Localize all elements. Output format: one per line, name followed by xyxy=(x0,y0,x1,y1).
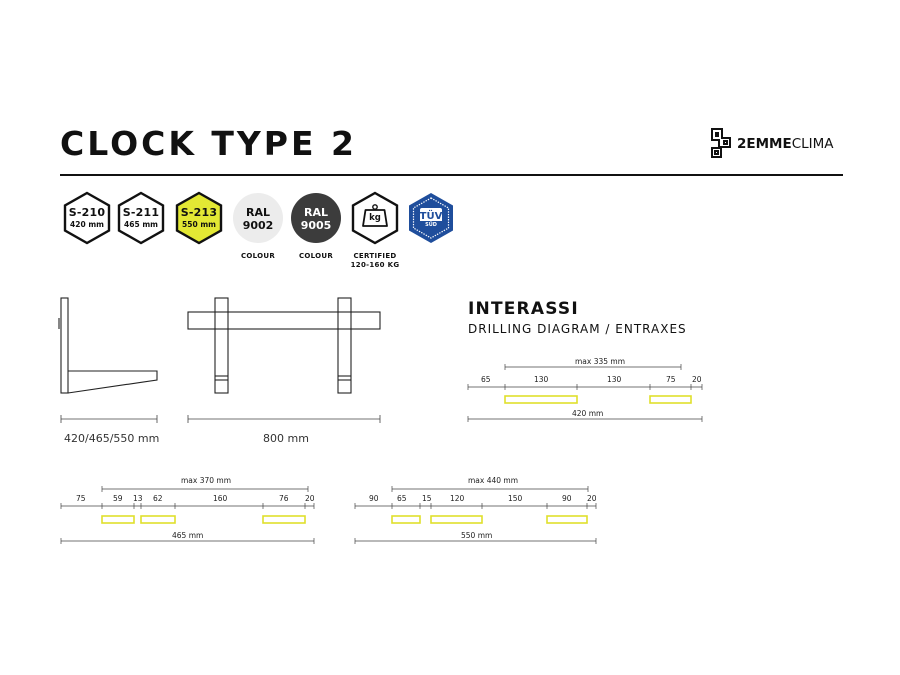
segment-label: 65 xyxy=(397,494,407,503)
product-badge-s213: S-213 550 mm xyxy=(174,191,224,245)
weight-caption: CERTIFIED 120-160 KG xyxy=(350,252,400,269)
product-badge-s211: S-211 465 mm xyxy=(116,191,166,245)
interassi-subtitle: DRILLING DIAGRAM / ENTRAXES xyxy=(468,322,687,336)
front-view-drawing xyxy=(182,294,387,424)
colour-caption: COLOUR xyxy=(298,252,334,260)
segment-label: 75 xyxy=(666,375,676,384)
page-title: CLOCK TYPE 2 xyxy=(60,124,357,163)
slot-marker xyxy=(431,516,482,523)
max-label: max 370 mm xyxy=(181,476,232,485)
weight-badge: kg xyxy=(350,191,400,245)
interassi-title: INTERASSI xyxy=(468,299,579,319)
colour-caption: COLOUR xyxy=(240,252,276,260)
slot-marker xyxy=(263,516,305,523)
segment-label: 13 xyxy=(133,494,143,503)
slot-marker xyxy=(392,516,420,523)
side-view-drawing xyxy=(55,294,165,424)
front-view-width-label: 800 mm xyxy=(263,432,309,445)
segment-label: 62 xyxy=(153,494,163,503)
side-view-width-label: 420/465/550 mm xyxy=(64,432,160,445)
segment-label: 20 xyxy=(587,494,597,503)
segment-label: 150 xyxy=(508,494,523,503)
colour-swatch-ral9002: RAL 9002 xyxy=(233,193,283,243)
brand-name: 2EMMECLIMA xyxy=(737,136,834,152)
segment-label: 160 xyxy=(213,494,228,503)
segment-label: 20 xyxy=(305,494,315,503)
max-label: max 440 mm xyxy=(468,476,519,485)
slot-marker xyxy=(141,516,175,523)
total-label: 420 mm xyxy=(572,409,604,418)
segment-label: 20 xyxy=(692,375,702,384)
segment-label: 76 xyxy=(279,494,289,503)
segment-label: 130 xyxy=(534,375,549,384)
colour-swatch-ral9005: RAL 9005 xyxy=(291,193,341,243)
slot-marker xyxy=(547,516,587,523)
segment-label: 120 xyxy=(450,494,465,503)
segment-label: 90 xyxy=(369,494,379,503)
segment-label: 15 xyxy=(422,494,432,503)
segment-label: 59 xyxy=(113,494,123,503)
total-label: 465 mm xyxy=(172,531,204,540)
slot-marker xyxy=(102,516,134,523)
segment-label: 130 xyxy=(607,375,622,384)
header-divider xyxy=(60,174,843,176)
total-label: 550 mm xyxy=(461,531,493,540)
product-badge-s210: S-210 420 mm xyxy=(62,191,112,245)
max-label: max 335 mm xyxy=(575,357,626,366)
segment-label: 90 xyxy=(562,494,572,503)
slot-marker xyxy=(650,396,691,403)
slot-marker xyxy=(505,396,577,403)
segment-label: 65 xyxy=(481,375,491,384)
brand-logo xyxy=(708,126,848,162)
segment-label: 75 xyxy=(76,494,86,503)
brand-mark-icon xyxy=(708,126,734,160)
tuv-sud-logo: TÜV SÜD xyxy=(406,192,456,244)
